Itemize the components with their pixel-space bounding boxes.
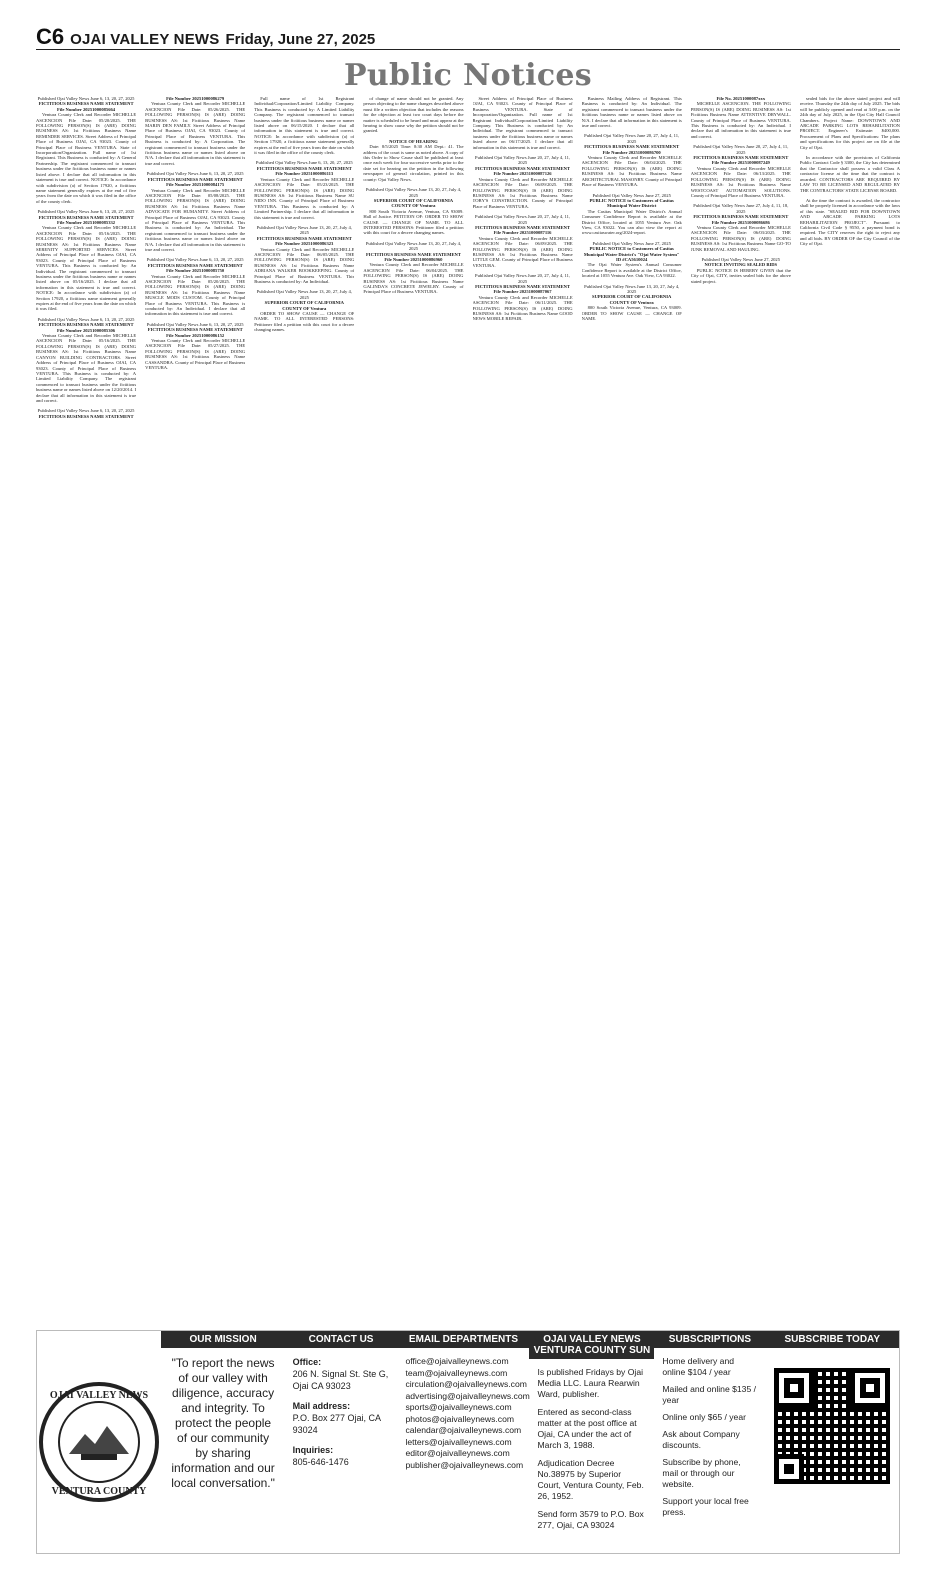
notice-publication-line: Published Ojai Valley News June 6, 13, 20, 27, 2025 — [146, 171, 244, 177]
notice-file-number: File Number 20251000085664 — [57, 106, 116, 112]
notice-file-number: File Number 20251000086323 — [275, 241, 334, 247]
legal-notice — [582, 241, 682, 279]
legal-notice — [582, 193, 682, 236]
notice-publication-line: Published Ojai Valley News June 20, 27, July 4, 11, 2025 — [584, 133, 680, 144]
notice-file-number: File Number 20251000087116 — [493, 230, 552, 236]
notice-body: PUBLIC NOTICE IS HEREBY GIVEN that the City of Ojai, CITY, invites sealed bids for the above stated project. — [690, 267, 791, 284]
notice-publication-line: Published Ojai Valley News June 20, 27, July 4, 11, 2025 — [475, 273, 571, 284]
notice-publication-line: Published Ojai Valley News June 13, 20, 27, July 4, 2025 — [365, 240, 462, 252]
legal-notice — [36, 96, 136, 204]
legal-notice — [254, 289, 354, 332]
legal-notice — [363, 241, 463, 295]
notice-publication-line: Published Ojai Valley News June 20, 27, July 4, 11, 2025 — [475, 214, 571, 225]
notice-heading: FICTITIOUS BUSINESS NAME STATEMENT — [38, 101, 134, 107]
notice-body: Street Address of Principal Place of Business OJAI, CA 93023. County of Principal Place of Business VENTURA. State of Incorporation/Organization. Full name of 1st Registrant Individual/Corporation/Limited Liability Company. This Business is conducted by: An Individual. The registrant commenced to transact business under the fictitious business name or names listed above on 06/17/2025. I declare that all information in this statement is true and correct. — [472, 96, 573, 150]
contact-block — [285, 1331, 398, 1553]
notice-column — [254, 96, 354, 1320]
notices-columns — [36, 96, 900, 1320]
notice-body: Ventura County Clerk and Recorder MICHELLE ASCENCION File Date: 05/16/2025. THE FOLLOWING PERSON(S) IS (ARE) DOING BUSINESS AS: 1st Fictitious Business Name CANYON BUILDING CONTRACTORS. Street Address of Principal Place of Business OJAI, CA 93023. County of Principal Place of Business VENTURA. This Business is conducted by: A Limited Liability Company. The registrant commenced to transact business under the fictitious business name or names listed above on 12/20/2014. I declare that all information in this statement is true and correct. — [36, 333, 137, 403]
legal-notice — [691, 144, 791, 198]
notice-heading: File Number 20251000086279 — [166, 96, 225, 101]
notice-body: Ventura County Clerk and Recorder MICHELLE ASCENCION File Date: 06/04/2025. THE FOLLOWING PERSON(S) IS (ARE) DOING BUSINESS AS: 1st Fictitious Business Name GALINDA'S CONCRETE JEWELRY. County of Principal Place of Business VENTURA. — [363, 262, 464, 295]
notice-heading: FICTITIOUS BUSINESS NAME STATEMENT — [38, 413, 134, 419]
notice-publication-line: Published Ojai Valley News June 6, 13, 20, 27, 2025 — [255, 160, 353, 166]
subscriptions-block — [654, 1331, 765, 1553]
subscription-item: Ask about Company discounts. — [662, 1429, 740, 1450]
legal-notice — [800, 198, 900, 247]
form-address-info: Send form 3579 to P.O. Box 277, Ojai, CA 93024 — [537, 1509, 644, 1530]
notice-body: Date: 8/5/2025 Time: 8:30 AM Dept.: 41. The address of the court is same as noted above. A copy of this Order to Show Cause shall be published at least once each week for four successive weeks prior to the date set for hearing on the petition in the following newspaper of general circulation, printed in this county: Ojai Valley News. — [363, 144, 464, 182]
notice-publication-line: Published Ojai Valley News June 20, 27, July 4, 11, 2025 — [475, 155, 571, 166]
legal-notice — [36, 317, 136, 404]
notice-column — [582, 96, 682, 1320]
email-link[interactable]: circulation@ojaivalleynews.com — [405, 1379, 527, 1389]
notice-heading: FICTITIOUS BUSINESS NAME STATEMENT — [38, 214, 134, 220]
notice-publication-line: Published Ojai Valley News June 27, July 4, 11, 18, 2025 — [693, 203, 789, 214]
legal-notice — [473, 273, 573, 322]
subscribe-qr-block — [765, 1331, 899, 1553]
email-link[interactable]: team@ojaivalleynews.com — [405, 1367, 508, 1378]
subscription-item: Online only $65 / year — [662, 1412, 746, 1422]
legal-notice — [254, 96, 354, 155]
notice-publication-line: Published Ojai Valley News June 6, 13, 20, 27, 2025 — [37, 96, 135, 101]
notice-column — [145, 96, 245, 1320]
masthead-footer — [36, 1330, 900, 1554]
section-title: Public Notices — [344, 58, 592, 93]
notice-heading: PUBLIC NOTICE to Customers of Casitas Municipal Water District's "Ojai Water System" ID #CA5610024 — [583, 246, 680, 262]
publication-heading: OJAI VALLEY NEWS VENTURA COUNTY SUN — [529, 1331, 654, 1359]
mail-address: P.O. Box 277 Ojai, CA 93024 — [292, 1413, 381, 1435]
svg-text:OJAI VALLEY NEWS: OJAI VALLEY NEWS — [50, 1390, 149, 1401]
notice-body: Ventura County Clerk and Recorder MICHELLE ASCENCION File Date: 06/11/2025. THE FOLLOWING PERSON(S) IS (ARE) DOING BUSINESS AS: 1st Fictitious Business Name GOOD NEWS MOBILE REPAIR. — [472, 294, 573, 322]
legal-notice — [473, 96, 573, 150]
notice-publication-line: Published Ojai Valley News June 6, 13, 20, 27, 2025 — [37, 316, 135, 322]
notice-body: Ventura County Clerk and Recorder MICHELLE ASCENCION File Date: 05/20/2025. THE FOLLOWING PERSON(S) IS (ARE) DOING BUSINESS AS: 1st Fictitious Business Name MUSCLE MODS CUSTOM. County of Principal Place of Business VENTURA. This Business is conducted by: An Individual. I declare that all information in this statement is true and correct. — [145, 273, 246, 317]
page-number: C6 — [36, 24, 65, 49]
notice-heading: SUPERIOR COURT OF CALIFORNIA COUNTY OF Ventura — [592, 294, 672, 305]
notice-body: Ventura County Clerk and Recorder MICHELLE ASCENCION File Date: 05/23/2025. THE FOLLOWING PERSON(S) IS (ARE) DOING BUSINESS AS: 1st Fictitious Business Name SU NIDO INN. County of Principal Place of Business VENTURA. This Business is conducted by: A Limited Partnership. I declare that all information in this statement is true and correct. — [254, 176, 355, 220]
subscription-item: Mailed and online $135 / year — [662, 1384, 757, 1405]
notice-publication-line: Published Ojai Valley News June 20, 27, July 4, 11, 2025 — [693, 144, 789, 155]
notice-body: Business Mailing Address of Registrant. This Business is conducted by: An Individual. The registrant commenced to transact business under the fictitious business name or names listed above on N/A. I declare that all information in this statement is true and correct. — [581, 96, 682, 129]
legal-notice — [145, 257, 245, 316]
subscriptions-list — [662, 1356, 757, 1524]
subscription-item: Home delivery and online $104 / year — [662, 1356, 735, 1377]
office-address: 206 N. Signal St. Ste G, Ojai CA 93023 — [292, 1369, 389, 1391]
legal-notice — [254, 160, 354, 219]
legal-notice — [473, 155, 573, 209]
page-header — [36, 24, 900, 50]
notice-file-number: File Number 20251000086700 — [602, 149, 661, 155]
notice-heading: SUPERIOR COURT OF CALIFORNIA COUNTY OF Ventura — [373, 197, 454, 209]
svg-text:VENTURA COUNTY: VENTURA COUNTY — [51, 1486, 147, 1497]
notice-publication-line: Published Ojai Valley News June 6, 13, 20, 27, 2025 — [146, 321, 244, 327]
notice-file-number: File Number 20251000086960 — [384, 256, 443, 262]
legal-notice — [36, 408, 136, 419]
notice-column — [800, 96, 900, 1320]
postal-entry-info: Entered as second-class matter at the post office at Ojai, CA under the act of March 3, 1988. — [537, 1407, 637, 1450]
notice-file-number: File Number 20251000084175 — [166, 182, 225, 188]
notice-heading: FICTITIOUS BUSINESS NAME STATEMENT — [147, 327, 243, 333]
notice-file-number: File No. 20251000087xxx — [716, 96, 766, 101]
issue-date: Friday, June 27, 2025 — [225, 31, 376, 48]
notice-body: The Casitas Municipal Water District's Annual Consumer Confidence Report is available at the District Office, located at 1055 Ventura Ave. Oak View, CA 93022. You can also view the report at www.casitaswater.org/2024-report. — [581, 208, 682, 236]
notice-heading: FICTITIOUS BUSINESS NAME STATEMENT — [147, 176, 243, 182]
email-link[interactable]: letters@ojaivalleynews.com — [405, 1436, 512, 1447]
notice-file-number: File Number 20251000087126 — [493, 171, 552, 177]
notice-heading: PUBLIC NOTICE to Customers of Casitas Municipal Water District — [589, 197, 674, 209]
legal-notice — [691, 257, 791, 284]
notice-body: Ventura County Clerk and Recorder MICHELLE ASCENCION File Date: 06/05/2025. THE FOLLOWING PERSON(S) IS (ARE) DOING BUSINESS AS: 1st Fictitious Business Name ADRIANA WALKER BOOKKEEPING. County of Principal Place of Business VENTURA. This Business is conducted by: An Individual. — [254, 246, 355, 284]
office-label: Office: — [292, 1357, 322, 1367]
email-link[interactable]: advertising@ojaivalleynews.com — [405, 1390, 530, 1401]
legal-notice — [254, 225, 354, 284]
notice-heading: FICTITIOUS BUSINESS NAME STATEMENT — [365, 251, 461, 257]
legal-notice — [800, 155, 900, 193]
notice-body: Ventura County Clerk and Recorder MICHELLE ASCENCION File Date: 05/08/2025. THE FOLLOWING PERSON(S) IS (ARE) DOING BUSINESS AS: 1st Fictitious Business Name ADVOCATE FOR HUMANITY. Street Address of Principal Place of Business OJAI, CA 93023. County of Principal Place of Business VENTURA. This Business is conducted by: An Individual. The registrant commenced to transact business under the fictitious business name or names listed above on N/A. I declare that all information in this statement is true and correct. — [145, 187, 246, 252]
publication-name: OJAI VALLEY NEWS — [70, 31, 220, 48]
notice-body: Ventura County Clerk and Recorder MICHELLE ASCENCION File Date: 06/04/2025. THE FOLLOWING PERSON(S) IS (ARE) DOING BUSINESS AS: 1st Fictitious Business Name ARCHITECTURAL MASONRY. County of Principal Place of Business VENTURA. — [581, 155, 682, 188]
notice-body: At the time the contract is awarded, the contractor shall be properly licensed in accordance with the laws of this state. "SEALED BID FOR DOWNTOWN AND ARCADE PARKING LOTS REHABILITATION PROJECT". Pursuant to California Civil Code § 9550, a payment bond is required. The CITY reserves the right to reject any and all bids. BY ORDER OF the City Council of the City of Ojai. — [799, 197, 900, 247]
notice-publication-line: Published Ojai Valley News June 13, 20, 27, July 4, 2025 — [584, 283, 680, 294]
notice-publication-line: Published Ojai Valley News June 13, 20, 27, July 4, 2025 — [256, 289, 352, 300]
subscribe-qr-code-icon[interactable] — [774, 1368, 890, 1484]
legal-notice — [800, 96, 900, 150]
notice-file-number: File Number 20251000086152 — [166, 332, 225, 338]
notice-body: Full name of 1st Registrant Individual/Corporation/Limited Liability Company. This Business is conducted by: A Limited Liability Company. The registrant commenced to transact business under the fictitious business name or names listed above on 06/15/2020. I declare that all information in this statement is true and correct. NOTICE: In accordance with subdivision (a) of Section 17920, a fictitious name statement generally expires at the end of five years from the date on which it was filed in the office of the county clerk. — [254, 96, 355, 156]
email-link[interactable]: calendar@ojaivalleynews.com — [405, 1425, 522, 1435]
notice-file-number: File Number 20251000086686 — [711, 219, 770, 225]
publication-info-block — [529, 1331, 654, 1553]
notice-publication-line: Published Ojai Valley News June 27, 2025 — [701, 256, 780, 262]
notice-heading: FICTITIOUS BUSINESS NAME STATEMENT — [584, 144, 680, 150]
notice-heading: FICTITIOUS BUSINESS NAME STATEMENT — [475, 284, 571, 289]
notice-body: In accordance with the provisions of California Public Contract Code § 3300, the City has determined that the Contractor shall possess a valid Class A contractor license at the time that the contract is awarded. CONTRACTORS ARE REQUIRED BY LAW TO BE LICENSED AND REGULATED BY THE CONTRACTORS' STATE LICENSE BOARD. — [799, 155, 900, 193]
notice-column — [36, 96, 136, 1320]
notice-column — [473, 96, 573, 1320]
notice-heading: FICTITIOUS BUSINESS NAME STATEMENT — [256, 165, 352, 171]
notice-body: 800 South Victoria Avenue, Ventura, CA 93009. ORDER TO SHOW CAUSE — CHANGE OF NAME. — [581, 305, 682, 322]
adjudication-info: Adjudication Decree No.38975 by Superior Court, Ventura County, Feb. 26, 1952. — [537, 1458, 644, 1501]
notice-heading: NOTICE INVITING SEALED BIDS — [704, 262, 778, 268]
notice-file-number: File Number 20251000087067 — [493, 289, 552, 295]
phone-number[interactable]: 805-646-1476 — [292, 1457, 349, 1467]
legal-notice — [582, 133, 682, 187]
notice-body: Ventura County Clerk and Recorder MICHELLE ASCENCION File Date: 05/26/2025. THE FOLLOWING PERSON(S) IS (ARE) DOING BUSINESS AS: 1st Fictitious Business Name MARIN DEN FAMILY. Street Address of Principal Place of Business OJAI, CA 93023. County of Principal Place of Business VENTURA. This Business is conducted by: A Corporation. The registrant commenced to transact business under the fictitious business name or names listed above on N/A. I declare that all information in this statement is true and correct. — [145, 101, 246, 166]
legal-notice — [145, 96, 245, 166]
subscription-item: Subscribe by phone, mail or through our website. — [662, 1457, 741, 1489]
email-link[interactable]: photos@ojaivalleynews.com — [405, 1413, 515, 1424]
email-link[interactable]: publisher@ojaivalleynews.com — [405, 1459, 524, 1470]
notice-heading: FICTITIOUS BUSINESS NAME STATEMENT — [147, 262, 243, 268]
inquiries-label: Inquiries: — [292, 1445, 334, 1455]
contact-heading: CONTACT US — [285, 1331, 398, 1348]
notice-body: Ventura County Clerk and Recorder MICHELLE ASCENCION File Date: 06/03/2025. THE FOLLOWING PERSON(S) IS (ARE) DOING BUSINESS AS: 1st Fictitious Business Name GO-TO JUNK REMOVAL AND HAULING. — [690, 224, 791, 252]
email-link[interactable]: sports@ojaivalleynews.com — [405, 1402, 512, 1412]
email-list — [405, 1356, 530, 1471]
notice-body: Ventura County Clerk and Recorder MICHELLE ASCENCION File Date: 06/13/2025. THE FOLLOWING PERSON(S) IS (ARE) DOING BUSINESS AS: 1st Fictitious Business Name WESTCOAST AUTOMATION SOLUTIONS. County of Principal Place of Business VENTURA. — [690, 165, 791, 198]
legal-notice — [363, 96, 463, 134]
mail-label: Mail address: — [292, 1401, 351, 1411]
notice-body: ORDER TO SHOW CAUSE — CHANGE OF NAME. TO ALL INTERESTED PERSONS: Petitioner filed a petition with this court for a decree changing names. — [254, 311, 355, 333]
mission-heading: OUR MISSION — [161, 1331, 284, 1348]
notice-body: MICHELLE ASCENCION. THE FOLLOWING PERSON(S) IS (ARE) DOING BUSINESS AS: 1st Fictitious Business Name ATTENTIVE DRYWALL. County of Principal Place of Business VENTURA. This Business is conducted by: An Individual. I declare that all information in this statement is true and correct. — [690, 101, 791, 139]
notice-publication-line: Published Ojai Valley News June 13, 20, 27, July 4, 2025 — [256, 224, 352, 236]
notice-heading: NOTICE OF HEARING — [389, 138, 438, 144]
subscribe-heading: SUBSCRIBE TODAY — [765, 1331, 899, 1348]
notice-body: Ventura County Clerk and Recorder MICHELLE ASCENCION File Date: 05/27/2025. THE FOLLOWING PERSON(S) IS (ARE) DOING BUSINESS AS: 1st Fictitious Business Name CASSANDRA. County of Principal Place of Business VENTURA. — [145, 338, 246, 371]
notice-body: sealed bids for the above stated project and will receive. Thursday the 24th day of July 2025. The bids will be publicly opened and read at 3:00 p.m. on the 24th day of July 2025, in the Ojai City Hall Council Chambers. Project Name: DOWNTOWN AND ARCADE PARKING LOTS REHABILITATION PROJECT. Engineer's Estimate: $400,000. Procurement of Plans and Specifications: The plans and specifications for this project are on file at the City of Ojai. — [799, 96, 900, 150]
notice-heading: FICTITIOUS BUSINESS NAME STATEMENT — [38, 322, 134, 328]
email-link[interactable]: office@ojaivalleynews.com — [405, 1356, 509, 1366]
legal-notice — [582, 96, 682, 128]
notice-column — [363, 96, 463, 1320]
subscriptions-heading: SUBSCRIPTIONS — [654, 1331, 765, 1348]
notice-body: 800 South Victoria Avenue, Ventura, CA 93009. Hall of Justice. PETITION OF: ORDER TO SHOW CAUSE — CHANGE OF NAME. TO ALL INTERESTED PERSONS: Petitioner filed a petition with this court for a decree changing names. — [363, 208, 464, 236]
publisher-info: Is published Fridays by Ojai Media LLC. Laura Rearwin Ward, publisher. — [537, 1367, 644, 1399]
email-link[interactable]: editor@ojaivalleynews.com — [405, 1448, 510, 1458]
ojai-valley-news-logo — [37, 1380, 161, 1504]
notice-heading: FICTITIOUS BUSINESS NAME STATEMENT — [475, 165, 571, 171]
notice-publication-line: Published Ojai Valley News June 6, 13, 20, 27, 2025 — [37, 408, 135, 414]
notice-column — [691, 96, 791, 1320]
subscription-item: Support your local free press. — [662, 1496, 749, 1517]
notice-body: of change of name should not be granted. Any person objecting to the name changes described above must file a written objection that includes the reasons for the objection at least two court days before the matter is scheduled to be heard and must appear at the hearing to show cause why the petition should not be granted. — [363, 96, 464, 134]
legal-notice — [36, 209, 136, 312]
legal-notice — [363, 139, 463, 182]
mission-text: "To report the news of our valley with diligence, accuracy and integrity. To protect the people of our community by sharing information and our local conversation." — [171, 1356, 275, 1490]
notice-heading: SUPERIOR COURT OF CALIFORNIA COUNTY OF Ventura — [264, 300, 344, 311]
logo-block — [37, 1331, 161, 1553]
email-departments-block — [397, 1331, 529, 1553]
notice-publication-line: Published Ojai Valley News June 6, 13, 20, 27, 2025 — [146, 257, 244, 263]
notice-body: Ventura County Clerk and Recorder MICHELLE ASCENCION File Date: 06/09/2025. THE FOLLOWING PERSON(S) IS (ARE) DOING BUSINESS AS: 1st Fictitious Business Name LITTLE GEM. County of Principal Place of Business VENTURA. — [472, 235, 573, 268]
notice-heading: FICTITIOUS BUSINESS NAME STATEMENT — [693, 214, 789, 220]
notice-file-number: File Number 20251000085750 — [166, 268, 225, 274]
legal-notice — [473, 214, 573, 268]
notice-heading: FICTITIOUS BUSINESS NAME STATEMENT — [256, 235, 352, 241]
notice-body: Ventura County Clerk and Recorder MICHELLE ASCENCION File Date: 06/09/2025. THE FOLLOWING PERSON(S) IS (ARE) DOING BUSINESS AS: 1st Fictitious Business Name TOBY'S CONSTRUCTION. County of Principal Place of Business VENTURA. — [472, 176, 573, 209]
mission-block — [161, 1331, 284, 1553]
notice-file-number: File Number 20251000086113 — [275, 171, 334, 177]
legal-notice — [691, 96, 791, 139]
notice-heading: FICTITIOUS BUSINESS NAME STATEMENT — [693, 155, 789, 161]
notice-heading: FICTITIOUS BUSINESS NAME STATEMENT — [475, 224, 571, 230]
notice-file-number: File Number 20251000085332 — [57, 219, 116, 225]
notice-body: The Ojai Water System's Annual Consumer Confidence Report is available at the District Office, located at 1055 Ventura Ave. Oak View, CA 93022. — [581, 262, 682, 279]
legal-notice — [145, 171, 245, 252]
legal-notice — [582, 284, 682, 322]
notice-body: Ventura County Clerk and Recorder MICHELLE ASCENCION File Date: 05/16/2025. THE FOLLOWING PERSON(S) IS (ARE) DOING BUSINESS AS: 1st Fictitious Business Name SERENITY SUPPORTED SERVICES. Street Address of Principal Place of Business OJAI, CA 93023. County of Principal Place of Business VENTURA. This Business is conducted by: An Individual. The registrant commenced to transact business under the fictitious business name or names listed above on 05/16/2025. I declare that all information in this statement is true and correct. NOTICE: In accordance with subdivision (a) of Section 17920, a fictitious name statement generally expires at the end of five years from the date on which it was filed. — [36, 225, 137, 312]
email-heading: EMAIL DEPARTMENTS — [397, 1331, 529, 1348]
notice-publication-line: Published Ojai Valley News June 27, 2025 — [592, 240, 671, 246]
notice-publication-line: Published Ojai Valley News June 13, 20, 27, July 4, 2025 — [365, 187, 462, 198]
legal-notice — [691, 203, 791, 252]
notice-file-number: File Number 20251000087249 — [711, 160, 770, 166]
notice-publication-line: Published Ojai Valley News June 6, 13, 20, 27, 2025 — [37, 209, 135, 215]
legal-notice — [145, 322, 245, 371]
notice-file-number: File Number 20251000085306 — [57, 327, 116, 333]
legal-notice — [363, 187, 463, 236]
notice-publication-line: Published Ojai Valley News June 27, 2025 — [592, 192, 671, 198]
notice-body: Ventura County Clerk and Recorder MICHELLE ASCENCION File Date: 05/20/2025. THE FOLLOWING PERSON(S) IS (ARE) DOING BUSINESS AS: 1st Fictitious Business Name REMINDER SERVICES. Street Address of Principal Place of Business OJAI, CA 93023. County of Principal Place of Business VENTURA. State of Incorporation/Organization. Full name of 1st Registrant. This Business is conducted by: A General Partnership. The registrant commenced to transact business under the fictitious business name or names listed above. I declare that all information in this statement is true and correct. NOTICE: In accordance with subdivision (a) of Section 17920, a fictitious name statement generally expires at the end of five years from the date on which it was filed in the office of the county clerk. — [36, 112, 137, 204]
